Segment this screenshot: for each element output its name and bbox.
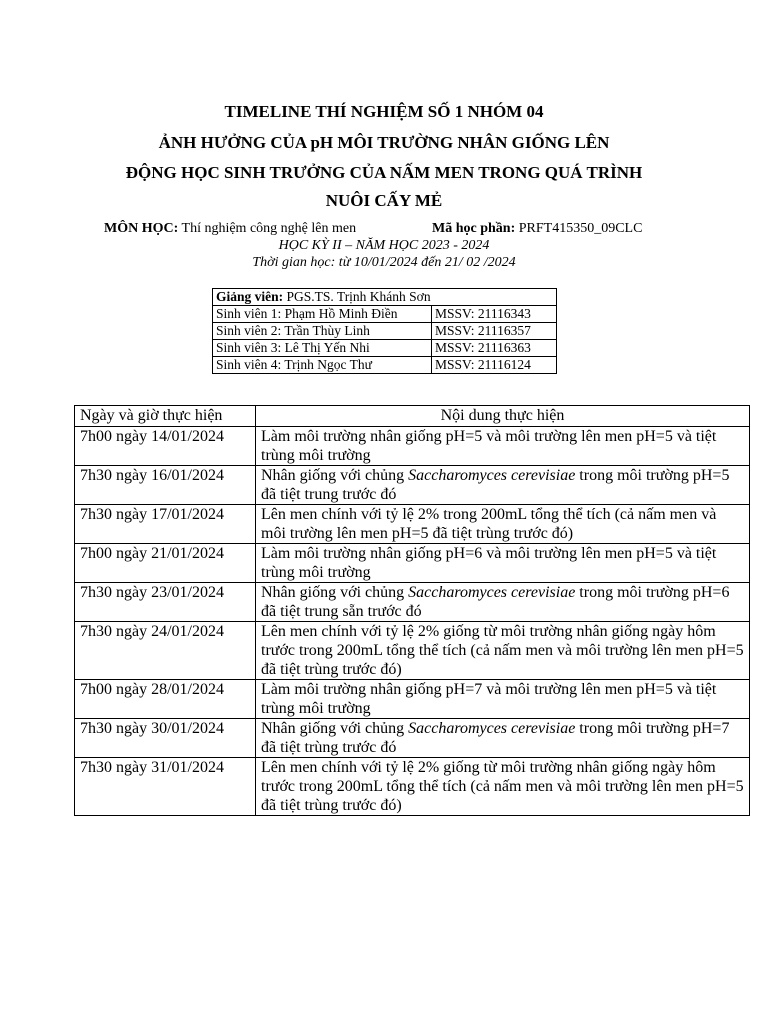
row-content — [256, 622, 750, 680]
timeline-row — [75, 719, 750, 758]
content-text: Làm môi trường nhân giống pH=5 và môi trường lên men pH=5 và tiệt trùng môi trường — [261, 428, 717, 464]
row-date: 7h30 ngày 23/01/2024 — [75, 583, 256, 622]
student-id: MSSV: 21116343 — [432, 306, 557, 323]
instructor-cell — [213, 289, 557, 306]
student-name: Sinh viên 2: Trần Thùy Linh — [213, 323, 432, 340]
student-name: Sinh viên 1: Phạm Hồ Minh Điền — [213, 306, 432, 323]
species-name: Saccharomyces cerevisiae — [408, 584, 576, 601]
student-id: MSSV: 21116357 — [432, 323, 557, 340]
timeline-row — [75, 505, 750, 544]
student-id: MSSV: 21116124 — [432, 357, 557, 374]
row-date: 7h30 ngày 16/01/2024 — [75, 466, 256, 505]
document-title-line-4: NUÔI CẤY MẺ — [325, 191, 443, 210]
student-name: Sinh viên 3: Lê Thị Yến Nhi — [213, 340, 432, 357]
student-row — [213, 306, 557, 323]
content-text: Lên men chính với tỷ lệ 2% trong 200mL tổng thể tích (cả nấm men và môi trường lên men pH=5 đã tiệt trùng trước đó) — [261, 506, 717, 542]
course-code-value: PRFT415350_09CLC — [518, 221, 643, 236]
course-info — [104, 220, 356, 237]
timeline-table — [74, 405, 750, 816]
species-name: Saccharomyces cerevisiae — [408, 467, 576, 484]
content-text: Nhân giống với chủng — [261, 584, 409, 601]
row-date: 7h30 ngày 24/01/2024 — [75, 622, 256, 680]
document-title-line-1: TIMELINE THÍ NGHIỆM SỐ 1 NHÓM 04 — [224, 102, 544, 121]
timeline-row — [75, 758, 750, 816]
row-content — [256, 680, 750, 719]
instructor-row — [213, 289, 557, 306]
row-content — [256, 719, 750, 758]
student-row — [213, 323, 557, 340]
row-content — [256, 505, 750, 544]
content-text: Nhân giống với chủng — [261, 720, 409, 737]
content-text: Lên men chính với tỷ lệ 2% giống từ môi trường nhân giống ngày hôm trước trong 200mL tổng thể tích (cả nấm men và môi trường lên men pH=5 đã tiệt trùng trước đó) — [261, 623, 744, 678]
row-content — [256, 583, 750, 622]
student-row — [213, 340, 557, 357]
row-date: 7h30 ngày 17/01/2024 — [75, 505, 256, 544]
row-content — [256, 544, 750, 583]
content-text: Lên men chính với tỷ lệ 2% giống từ môi trường nhân giống ngày hôm trước trong 200mL tổng thể tích (cả nấm men và môi trường lên men pH=5 đã tiệt trùng trước đó) — [261, 759, 744, 814]
instructor-name: PGS.TS. Trịnh Khánh Sơn — [286, 289, 431, 304]
course-label: MÔN HỌC: — [104, 221, 179, 236]
course-value: Thí nghiệm công nghệ lên men — [181, 221, 357, 236]
row-date: 7h00 ngày 28/01/2024 — [75, 680, 256, 719]
student-id: MSSV: 21116363 — [432, 340, 557, 357]
content-text: Làm môi trường nhân giống pH=6 và môi trường lên men pH=5 và tiệt trùng môi trường — [261, 545, 717, 581]
timeline-header-row — [75, 406, 750, 427]
content-text: Làm môi trường nhân giống pH=7 và môi trường lên men pH=5 và tiệt trùng môi trường — [261, 681, 717, 717]
document-title-line-2: ẢNH HƯỞNG CỦA pH MÔI TRƯỜNG NHÂN GIỐNG LÊN — [158, 133, 610, 152]
row-date: 7h00 ngày 21/01/2024 — [75, 544, 256, 583]
row-date: 7h30 ngày 31/01/2024 — [75, 758, 256, 816]
student-row — [213, 357, 557, 374]
timeline-row — [75, 466, 750, 505]
header-date: Ngày và giờ thực hiện — [75, 406, 256, 427]
members-table — [212, 288, 557, 374]
content-text: trong môi trường pH=6 đã tiệt trung sẵn trước đó — [261, 584, 730, 620]
course-code-info — [432, 220, 642, 237]
timeline-row — [75, 427, 750, 466]
species-name: Saccharomyces cerevisiae — [408, 720, 576, 737]
row-date: 7h00 ngày 14/01/2024 — [75, 427, 256, 466]
content-text: Nhân giống với chủng — [261, 467, 409, 484]
student-name: Sinh viên 4: Trịnh Ngọc Thư — [213, 357, 432, 374]
content-text: trong môi trường pH=7 đã tiệt trùng trước đó — [261, 720, 730, 756]
instructor-label: Giảng viên: — [216, 289, 284, 304]
timeline-row — [75, 544, 750, 583]
semester-line: HỌC KỲ II – NĂM HỌC 2023 - 2024 — [278, 238, 490, 253]
timeline-row — [75, 583, 750, 622]
header-content: Nội dung thực hiện — [256, 406, 750, 427]
timeline-row — [75, 622, 750, 680]
row-date: 7h30 ngày 30/01/2024 — [75, 719, 256, 758]
timeline-row — [75, 680, 750, 719]
row-content — [256, 758, 750, 816]
content-text: trong môi trường pH=5 đã tiệt trung trước đó — [261, 467, 730, 503]
document-title-line-3: ĐỘNG HỌC SINH TRƯỞNG CỦA NẤM MEN TRONG QUÁ TRÌNH — [125, 163, 643, 182]
study-time-line: Thời gian học: từ 10/01/2024 đến 21/ 02 /2024 — [252, 255, 516, 270]
row-content — [256, 466, 750, 505]
course-code-label: Mã học phần: — [432, 221, 516, 236]
row-content — [256, 427, 750, 466]
